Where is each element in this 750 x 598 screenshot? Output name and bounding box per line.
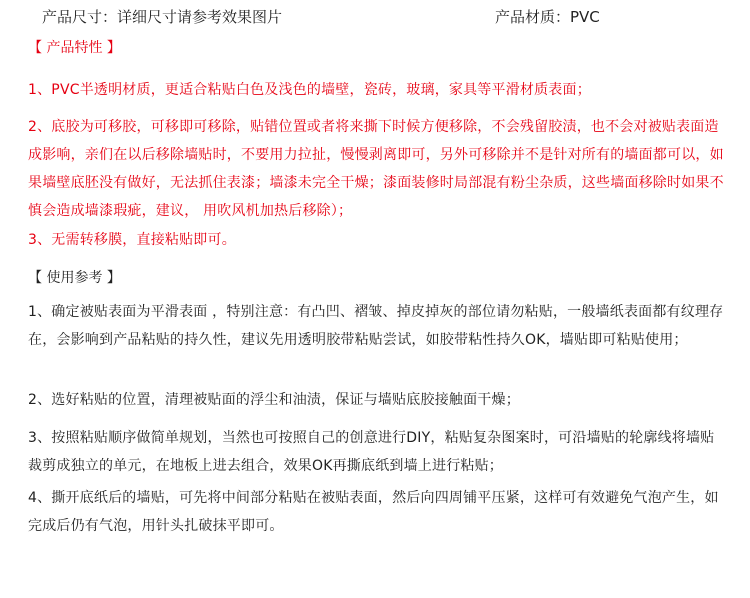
feature-item-3: 3、无需转移膜，直接粘贴即可。 (28, 232, 236, 248)
feature-item-2: 2、底胶为可移胶，可移即可移除，贴错位置或者将来撕下时候方便移除，不会残留胶渍，也不会对被贴表面造成影响，亲们在以后移除墙贴时，不要用力拉扯，慢慢剥离即可，另外可移除并不是针对所有的墙面都可以，如果墙壁底胚没有做好，无法抓住表漆；墙漆未完全干燥；漆面装修时局部混有粉尘杂质，这些墙面移除时如果不慎会造成墙漆瑕疵，建议， 用吹风机加热后移除）； (28, 119, 724, 219)
spec-material-text: 产品材质：PVC (495, 8, 600, 26)
usage-heading: 【 使用参考 】 (28, 270, 121, 286)
usage-item-4: 4、撕开底纸后的墙贴，可先将中间部分粘贴在被贴表面，然后向四周铺平压紧，这样可有效避免气泡产生，如完成后仍有气泡，用针头扎破抹平即可。 (28, 490, 719, 534)
usage-item-3: 3、按照粘贴顺序做简单规划，当然也可按照自己的创意进行DIY，粘贴复杂图案时，可沿墙贴的轮廓线将墙贴裁剪成独立的单元，在地板上进去组合，效果OK再撕底纸到墙上进行粘贴； (28, 430, 715, 474)
spec-row (0, 6, 750, 28)
features-heading: 【 产品特性 】 (28, 40, 121, 56)
spec-size-text: 产品尺寸：详细尺寸请参考效果图片 (42, 8, 283, 26)
feature-item-1: 1、PVC半透明材质，更适合粘贴白色及浅色的墙壁，瓷砖，玻璃，家具等平滑材质表面； (28, 82, 591, 98)
usage-item-1: 1、确定被贴表面为平滑表面 ，特别注意：有凸凹、褶皱、掉皮掉灰的部位请勿粘贴，一般墙纸表面都有纹理存在，会影响到产品粘贴的持久性，建议先用透明胶带粘贴尝试，如胶带粘性持久OK，墙贴即可粘贴使用； (28, 304, 724, 348)
usage-item-2: 2、选好粘贴的位置，清理被贴面的浮尘和油渍，保证与墙贴底胶接触面干燥； (28, 392, 520, 408)
